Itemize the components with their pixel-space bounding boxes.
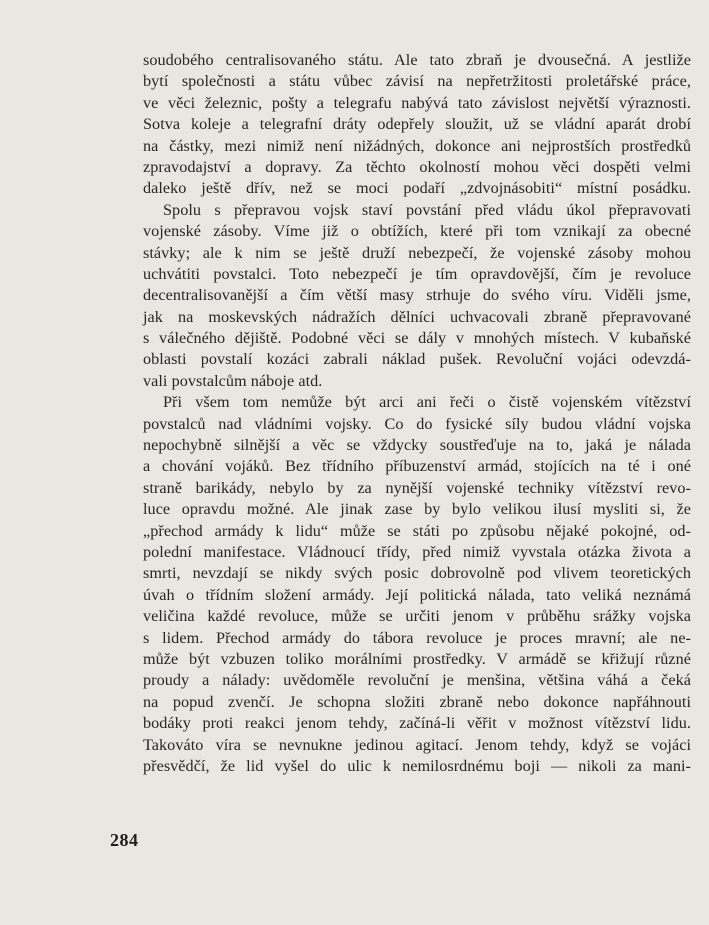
text-line: s lidem. Přechod armády do tábora revoluce je proces mravní; ale ne- — [143, 628, 691, 647]
paragraph — [143, 50, 691, 200]
text-line: straně barikády, nebylo by za nynější vojenské techniky vítězství revo- — [143, 478, 691, 497]
text-line: úvah o třídním složení armády. Její politická nálada, tato veliká neznámá — [143, 585, 691, 604]
text-line: vojenské zásoby. Víme již o obtížích, které při tom vznikají za obecné — [143, 222, 691, 241]
text-line: nepochybně silnější a věc se vždycky soustřeďuje na to, jaká je nálada — [143, 436, 691, 455]
text-line: bodáky proti reakci jenom tehdy, začíná-li věřit v možnost vítězství lidu. — [143, 714, 691, 733]
text-line: vali povstalcům náboje atd. — [143, 371, 323, 390]
text-line: na popud zvenčí. Je schopna složiti zbraně nebo dokonce napřáhnouti — [143, 692, 691, 711]
paragraph — [143, 392, 691, 777]
text-line: oblasti povstalí kozáci zabrali náklad pušek. Revoluční vojáci odevzdá- — [143, 350, 691, 369]
text-line: Při všem tom nemůže být arci ani řeči o čistě vojenském vítězství — [163, 393, 691, 412]
text-line: soudobého centralisovaného státu. Ale tato zbraň je dvousečná. A jestliže — [143, 51, 691, 69]
text-line: decentralisovanější a čím větší masy strhuje do svého víru. Viděli jsme, — [143, 286, 691, 305]
text-line: na částky, mezi nimiž není nižádných, dokonce ani nejprostších prostředků — [143, 136, 691, 155]
body-text — [143, 50, 691, 777]
page-number: 284 — [110, 830, 139, 850]
text-line: veličina každé revoluce, může se určiti jenom v průběhu srážky vojska — [143, 607, 691, 626]
text-line: bytí společnosti a státu vůbec závisí na nepřetržitosti proletářské práce, — [143, 72, 691, 91]
text-line: „přechod armády k lidu“ může se státi po způsobu nějaké pokojné, od- — [143, 521, 691, 540]
text-line: povstalců nad vládními vojsky. Co do fysické síly budou vládní vojska — [143, 414, 691, 433]
text-line: Takováto víra se nevnukne jedinou agitací. Jenom tehdy, když se vojáci — [143, 735, 691, 754]
text-line: a chování vojáků. Bez třídního příbuzenství armád, stojících na té i oné — [143, 457, 691, 476]
text-line: uchvátiti povstalci. Toto nebezpečí je tím opravdovější, čím je revoluce — [143, 264, 691, 283]
text-line: s válečného dějiště. Podobné věci se dály v mnohých místech. V kubaňské — [143, 329, 691, 348]
text-line: jak na moskevských nádražích dělníci uchvacovali zbraně přepravované — [143, 307, 691, 326]
text-line: Spolu s přepravou vojsk staví povstání před vládu úkol přepravovati — [163, 200, 691, 219]
text-line: daleko ještě dřív, než se moci podaří „zdvojnásobiti“ místní posádku. — [143, 179, 691, 198]
paragraph — [143, 200, 691, 393]
text-line: proudy a nálady: uvědoměle revoluční je menšina, většina váhá a čeká — [143, 671, 691, 690]
text-line: může být vzbuzen toliko morálními prostředky. V armádě se křižují různé — [143, 649, 691, 668]
text-line: luce opravdu možné. Ale jinak zase by bylo velikou ilusí mysliti si, že — [143, 500, 691, 519]
text-line: přesvědčí, že lid vyšel do ulic k nemilosrdnému boji — nikoli za mani- — [143, 756, 691, 775]
text-line: zpravodajství a dopravy. Za těchto okolností mohou věci dospěti velmi — [143, 157, 691, 176]
text-line: Sotva koleje a telegrafní dráty odepřely sloužit, už se vládní aparát drobí — [143, 115, 691, 134]
text-line: stávky; ale k nim se ještě druží nebezpečí, že vojenské zásoby mohou — [143, 243, 691, 262]
text-line: smrti, nevzdají se nikdy svých posic dobrovolně pod vlivem teoretických — [143, 564, 691, 583]
text-line: ve věci železnic, pošty a telegrafu nabývá tato závislost největší výraznosti. — [143, 93, 691, 112]
text-line: polední manifestace. Vládnoucí třídy, před nimiž vyvstala otázka života a — [143, 542, 691, 561]
